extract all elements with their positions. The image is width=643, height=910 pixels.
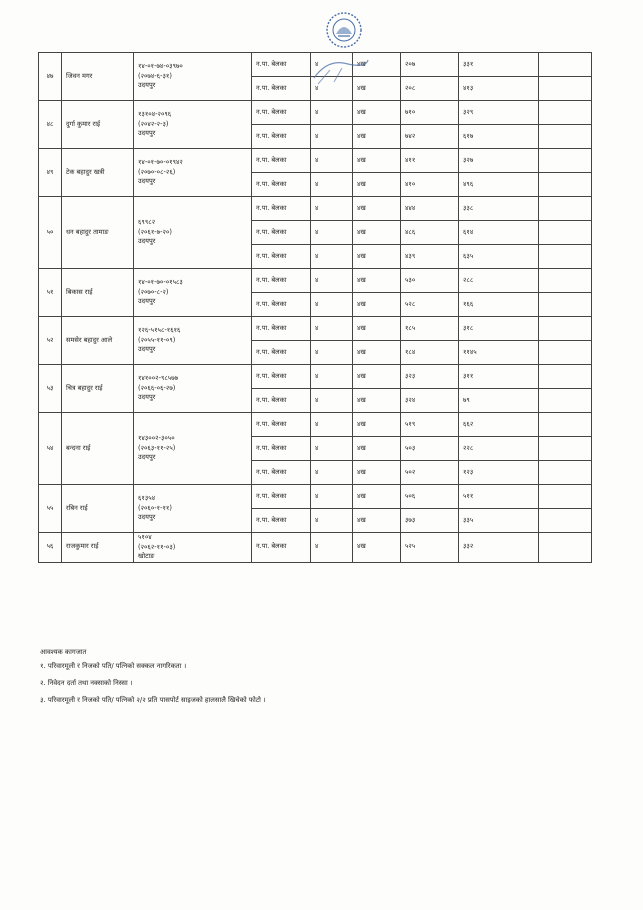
municipality: न.पा. बेलका xyxy=(252,317,311,341)
ward-number: ४ xyxy=(311,341,353,365)
municipality: न.पा. बेलका xyxy=(252,365,311,389)
citizenship-details xyxy=(134,365,252,413)
map-sheet: ४ख xyxy=(353,77,401,101)
map-sheet: ४ख xyxy=(353,173,401,197)
area: ६१७ xyxy=(459,125,539,149)
plot-number: ३७३ xyxy=(401,509,459,533)
table-row xyxy=(39,149,592,173)
area: ७९ xyxy=(459,389,539,413)
area: १६६ xyxy=(459,293,539,317)
citizenship-date: (२०६६-०६-२७) xyxy=(138,383,176,392)
citizenship-date: (२०७०-८-२) xyxy=(138,287,169,296)
remarks xyxy=(539,125,592,149)
map-sheet: ४ख xyxy=(353,389,401,413)
citizenship-place: उदयपुर xyxy=(138,177,156,186)
citizenship-date: (२०६२-११-०३) xyxy=(138,542,176,551)
map-sheet: ४ख xyxy=(353,125,401,149)
citizenship-id: १४३००२-३०५० xyxy=(138,434,175,443)
plot-number: २०८ xyxy=(401,77,459,101)
citizenship-place: उदयपुर xyxy=(138,129,156,138)
remarks xyxy=(539,221,592,245)
ward-number: ४ xyxy=(311,293,353,317)
citizenship-id: १४-०१-७०-०१९४२ xyxy=(138,158,183,167)
citizenship-id: १४१००२-९८५७७ xyxy=(138,374,179,383)
remarks xyxy=(539,53,592,77)
citizenship-place: उदयपुर xyxy=(138,345,156,354)
citizenship-place: उदयपुर xyxy=(138,393,156,402)
remarks xyxy=(539,293,592,317)
map-sheet: ४ख xyxy=(353,245,401,269)
area: ६६२ xyxy=(459,413,539,437)
table-row xyxy=(39,101,592,125)
serial-number: ५२ xyxy=(39,317,62,365)
municipality: न.पा. बेलका xyxy=(252,533,311,563)
remarks xyxy=(539,173,592,197)
person-name: बन्दना राई xyxy=(62,413,134,485)
ward-number: ४ xyxy=(311,437,353,461)
area: ६१४ xyxy=(459,221,539,245)
area: ६३५ xyxy=(459,245,539,269)
citizenship-details xyxy=(134,269,252,317)
ward-number: ४ xyxy=(311,101,353,125)
plot-number: ४११ xyxy=(401,149,459,173)
citizenship-place: उदयपुर xyxy=(138,81,156,90)
plot-number: ४३९ xyxy=(401,245,459,269)
ward-number: ४ xyxy=(311,269,353,293)
municipality: न.पा. बेलका xyxy=(252,77,311,101)
map-sheet: ४ख xyxy=(353,341,401,365)
note-item: ३. परिवारमूली र निजको पति/ पत्निको २/२ प्रति पासपोर्ट साइजको हालसालै खिचेको फोटो । xyxy=(40,696,266,704)
map-sheet: ४ख xyxy=(353,437,401,461)
citizenship-details xyxy=(134,101,252,149)
municipality: न.पा. बेलका xyxy=(252,485,311,509)
citizenship-place: उदयपुर xyxy=(138,297,156,306)
citizenship-details xyxy=(134,413,252,485)
area: २२८ xyxy=(459,437,539,461)
citizenship-details xyxy=(134,149,252,197)
table-row xyxy=(39,269,592,293)
municipality: न.पा. बेलका xyxy=(252,413,311,437)
note-item: १. परिवारमूली र निजको पति/ पत्निको सक्कल नागरिकता । xyxy=(40,662,187,670)
ward-number: ४ xyxy=(311,77,353,101)
ward-number: ४ xyxy=(311,197,353,221)
serial-number: ५५ xyxy=(39,485,62,533)
person-name: धन बहादुर तामाङ xyxy=(62,197,134,269)
table-row xyxy=(39,197,592,221)
plot-number: ७१० xyxy=(401,101,459,125)
ward-number: ४ xyxy=(311,317,353,341)
plot-number: ५०३ xyxy=(401,437,459,461)
municipality: न.पा. बेलका xyxy=(252,101,311,125)
municipality: न.पा. बेलका xyxy=(252,437,311,461)
municipality: न.पा. बेलका xyxy=(252,509,311,533)
remarks xyxy=(539,461,592,485)
serial-number: ५६ xyxy=(39,533,62,563)
citizenship-id: ६१३५४ xyxy=(138,494,156,503)
note-item: २. निवेदन दर्ता तथा नक्साको निस्सा । xyxy=(40,679,133,687)
ward-number: ४ xyxy=(311,413,353,437)
citizenship-id: १४-०१-७०-०१५८३ xyxy=(138,278,183,287)
serial-number: ५४ xyxy=(39,413,62,485)
citizenship-id: १४-०१-७४-०३९७० xyxy=(138,62,183,71)
map-sheet: ४ख xyxy=(353,221,401,245)
serial-number: ४८ xyxy=(39,101,62,149)
ward-number: ४ xyxy=(311,365,353,389)
table-row xyxy=(39,485,592,509)
beneficiary-land-table xyxy=(38,52,592,563)
ward-number: ४ xyxy=(311,461,353,485)
person-name: रबिन राई xyxy=(62,485,134,533)
remarks xyxy=(539,197,592,221)
municipality: न.पा. बेलका xyxy=(252,269,311,293)
area: ४१३ xyxy=(459,77,539,101)
required-documents xyxy=(40,649,600,714)
plot-number: ४१० xyxy=(401,173,459,197)
citizenship-date: (२०६१-७-२०) xyxy=(138,227,172,236)
plot-number: १८४ xyxy=(401,341,459,365)
area: ३३२ xyxy=(459,533,539,563)
table-row xyxy=(39,533,592,563)
citizenship-id: १३१०४-२०९६ xyxy=(138,110,172,119)
citizenship-place: उदयपुर xyxy=(138,513,156,522)
municipality: न.पा. बेलका xyxy=(252,461,311,485)
table-row xyxy=(39,413,592,437)
citizenship-date: (२०६०-१-११) xyxy=(138,503,172,512)
person-name: राजकुमार राई xyxy=(62,533,134,563)
remarks xyxy=(539,485,592,509)
plot-number: ३२४ xyxy=(401,389,459,413)
citizenship-details xyxy=(134,485,252,533)
municipality: न.पा. बेलका xyxy=(252,173,311,197)
ward-number: ४ xyxy=(311,53,353,77)
citizenship-details xyxy=(134,53,252,101)
citizenship-date: (२०७०-०८-२६) xyxy=(138,167,176,176)
municipality: न.पा. बेलका xyxy=(252,293,311,317)
plot-number: ३२३ xyxy=(401,365,459,389)
ward-number: ४ xyxy=(311,389,353,413)
notes-heading: आवश्यक कागजात xyxy=(40,648,87,656)
plot-number: २०७ xyxy=(401,53,459,77)
area: २८८ xyxy=(459,269,539,293)
plot-number: ५१९ xyxy=(401,413,459,437)
municipality: न.पा. बेलका xyxy=(252,125,311,149)
nepal-emblem-seal-icon xyxy=(324,10,364,50)
plot-number: ५०२ xyxy=(401,461,459,485)
map-sheet: ४ख xyxy=(353,533,401,563)
remarks xyxy=(539,413,592,437)
area: ३३१ xyxy=(459,53,539,77)
citizenship-id: १२६-५१५८-१६१६ xyxy=(138,326,181,335)
remarks xyxy=(539,245,592,269)
citizenship-id: ६९९८२ xyxy=(138,218,156,227)
citizenship-date: (२०४२-२-३) xyxy=(138,119,169,128)
ward-number: ४ xyxy=(311,221,353,245)
municipality: न.पा. बेलका xyxy=(252,197,311,221)
person-name: चित्र बहादुर राई xyxy=(62,365,134,413)
map-sheet: ४ख xyxy=(353,365,401,389)
municipality: न.पा. बेलका xyxy=(252,245,311,269)
person-name: समसेर बहादुर आले xyxy=(62,317,134,365)
ward-number: ४ xyxy=(311,149,353,173)
table-row xyxy=(39,365,592,389)
map-sheet: ४ख xyxy=(353,317,401,341)
ward-number: ४ xyxy=(311,245,353,269)
map-sheet: ४ख xyxy=(353,293,401,317)
citizenship-place: उदयपुर xyxy=(138,237,156,246)
ward-number: ४ xyxy=(311,173,353,197)
municipality: न.पा. बेलका xyxy=(252,221,311,245)
citizenship-date: (२०५५-११-०९) xyxy=(138,335,176,344)
person-name: टेक बहादुर खत्री xyxy=(62,149,134,197)
plot-number: ४८६ xyxy=(401,221,459,245)
person-name: दुर्गा कुमार राई xyxy=(62,101,134,149)
municipality: न.पा. बेलका xyxy=(252,149,311,173)
citizenship-details xyxy=(134,317,252,365)
citizenship-id: ५१०४ xyxy=(138,533,152,541)
municipality: न.पा. बेलका xyxy=(252,389,311,413)
serial-number: ४७ xyxy=(39,53,62,101)
area: ३१८ xyxy=(459,317,539,341)
citizenship-place: खोटाङ xyxy=(138,552,155,561)
remarks xyxy=(539,365,592,389)
area: ११४५ xyxy=(459,341,539,365)
citizenship-details xyxy=(134,197,252,269)
table-row xyxy=(39,317,592,341)
serial-number: ४९ xyxy=(39,149,62,197)
plot-number: ५२५ xyxy=(401,533,459,563)
remarks xyxy=(539,341,592,365)
serial-number: ५१ xyxy=(39,269,62,317)
remarks xyxy=(539,77,592,101)
remarks xyxy=(539,437,592,461)
map-sheet: ४ख xyxy=(353,101,401,125)
ward-number: ४ xyxy=(311,485,353,509)
remarks xyxy=(539,509,592,533)
area: ३२९ xyxy=(459,101,539,125)
map-sheet: ४ख xyxy=(353,197,401,221)
map-sheet: ४ख xyxy=(353,485,401,509)
plot-number: १८५ xyxy=(401,317,459,341)
plot-number: ५३० xyxy=(401,269,459,293)
remarks xyxy=(539,317,592,341)
remarks xyxy=(539,101,592,125)
ward-number: ४ xyxy=(311,509,353,533)
plot-number: ४४४ xyxy=(401,197,459,221)
person-name: बिकास राई xyxy=(62,269,134,317)
map-sheet: ४ख xyxy=(353,53,401,77)
citizenship-place: उदयपुर xyxy=(138,453,156,462)
remarks xyxy=(539,269,592,293)
map-sheet: ४ख xyxy=(353,509,401,533)
person-name: जिवन मगर xyxy=(62,53,134,101)
map-sheet: ४ख xyxy=(353,269,401,293)
area: ३११ xyxy=(459,365,539,389)
ward-number: ४ xyxy=(311,125,353,149)
plot-number: ५२८ xyxy=(401,293,459,317)
municipality: न.पा. बेलका xyxy=(252,53,311,77)
citizenship-date: (२०७४-६-३१) xyxy=(138,71,172,80)
map-sheet: ४ख xyxy=(353,413,401,437)
ward-number: ४ xyxy=(311,533,353,563)
serial-number: ५० xyxy=(39,197,62,269)
remarks xyxy=(539,149,592,173)
area: ५११ xyxy=(459,485,539,509)
plot-number: ५०६ xyxy=(401,485,459,509)
area: ३३८ xyxy=(459,197,539,221)
citizenship-date: (२०६३-११-२५) xyxy=(138,443,176,452)
map-sheet: ४ख xyxy=(353,461,401,485)
serial-number: ५३ xyxy=(39,365,62,413)
municipality: न.पा. बेलका xyxy=(252,341,311,365)
remarks xyxy=(539,533,592,563)
area: ३२७ xyxy=(459,149,539,173)
map-sheet: ४ख xyxy=(353,149,401,173)
citizenship-details xyxy=(134,533,252,563)
plot-number: ७४२ xyxy=(401,125,459,149)
area: १२३ xyxy=(459,461,539,485)
office-stamp-icon xyxy=(308,56,372,86)
area: ३३५ xyxy=(459,509,539,533)
area: ४९६ xyxy=(459,173,539,197)
remarks xyxy=(539,389,592,413)
